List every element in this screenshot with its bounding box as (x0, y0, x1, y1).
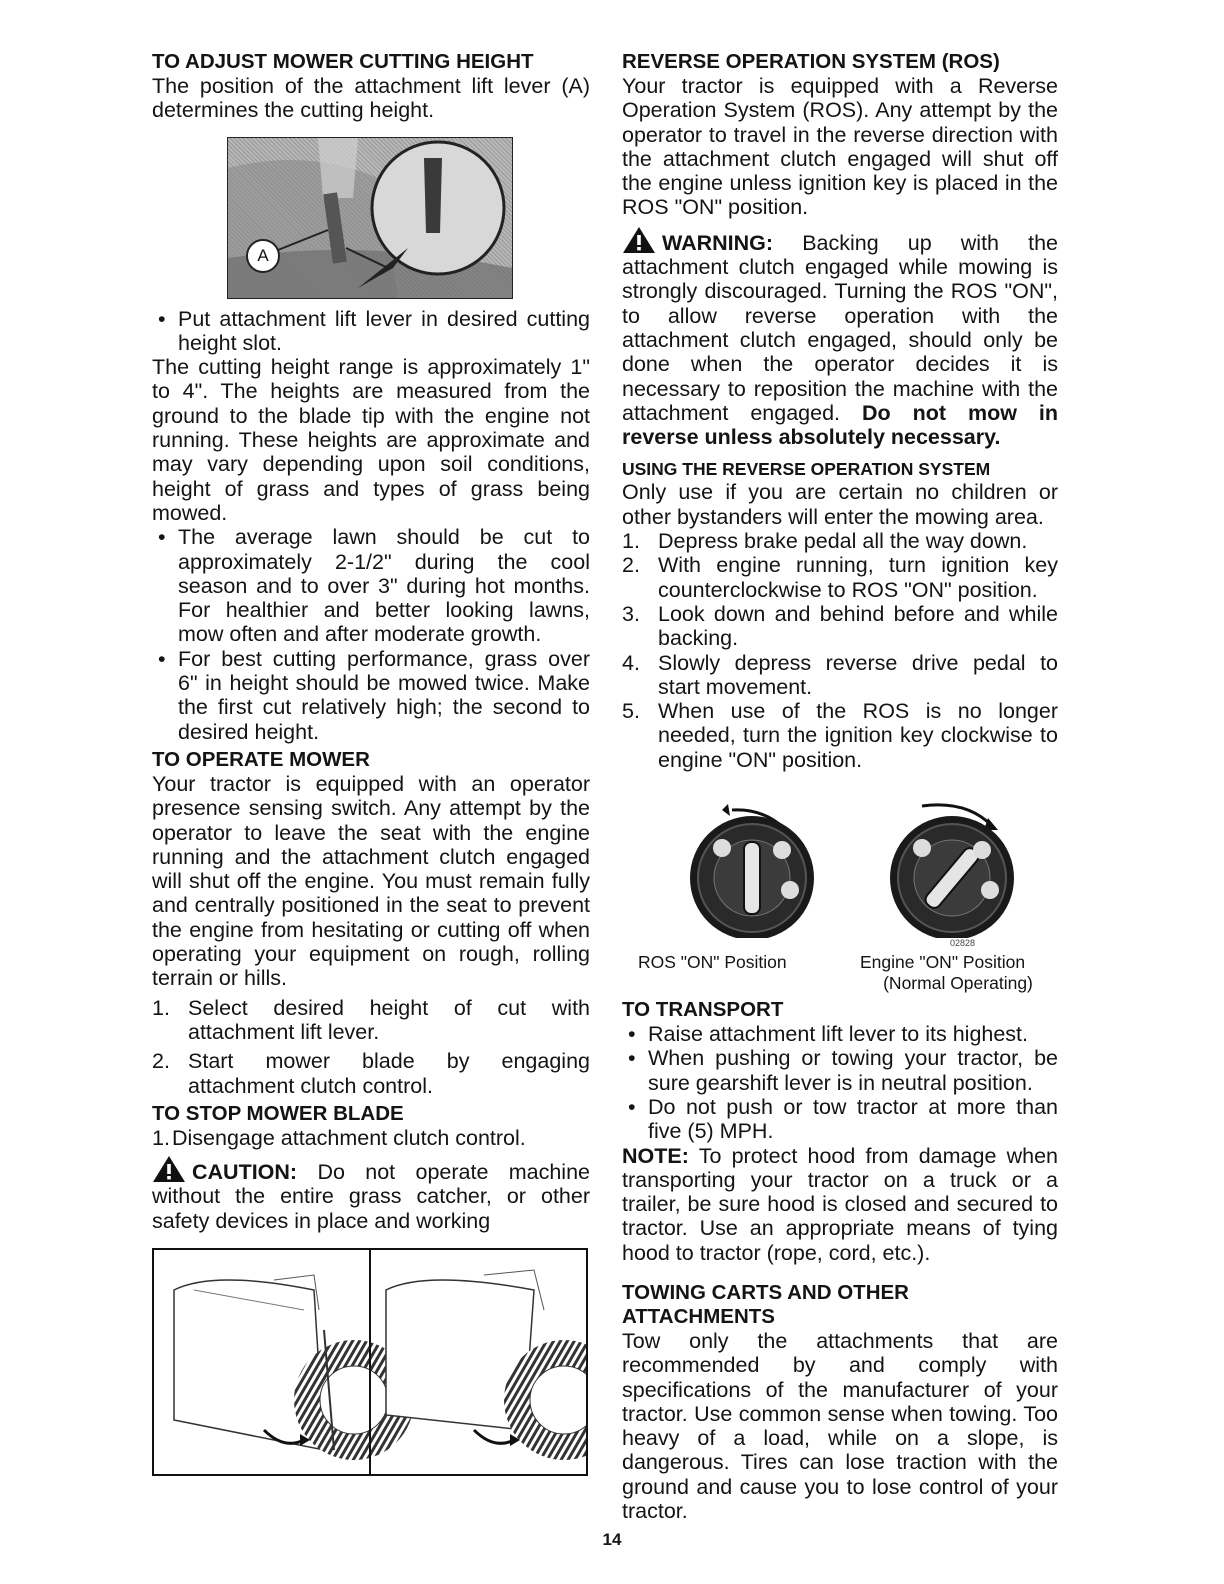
ignition-dials-illustration (622, 778, 1058, 938)
using-ros-step (622, 529, 1058, 553)
using-ros-step-number: 1. (622, 529, 640, 554)
caution-text: Do not operate machine without the entire grass catcher, or other safety devices in place and working (152, 1160, 590, 1233)
warning-bold-text: Do not mow in reverse unless absolutely necessary. (622, 400, 1058, 450)
engine-on-caption: Engine "ON" Position (860, 952, 1026, 973)
catcher-panel-right (386, 1270, 586, 1460)
towing-title: TOWING CARTS AND OTHER ATTACHMENTS (622, 1280, 909, 1328)
grass-catcher-illustration (154, 1250, 586, 1474)
warning-triangle-icon (622, 226, 656, 254)
engine-on-caption-sub: (Normal Operating) (883, 973, 1033, 994)
ros-on-caption: ROS "ON" Position (638, 952, 787, 973)
ignition-key-figures (622, 778, 1058, 994)
right-column (622, 50, 1058, 1523)
transport-note (622, 1144, 1058, 1265)
using-ros-step-text: When use of the ROS is no longer needed, turn the ignition key clockwise to engine "ON" position. (658, 699, 1058, 772)
adjust-height-title: TO ADJUST MOWER CUTTING HEIGHT (152, 50, 534, 73)
transport-bullet: • Do not push or tow tractor at more than five (5) MPH. (622, 1095, 1058, 1144)
using-ros-step-number: 4. (622, 650, 640, 675)
caution-notice (152, 1155, 590, 1233)
engine-on-dial (890, 805, 1014, 938)
using-ros-step-text: Depress brake pedal all the way down. (658, 529, 1028, 554)
lift-lever-photo (227, 137, 513, 299)
stop-step-text: Disengage attachment clutch control. (172, 1125, 526, 1150)
operate-step-text: Select desired height of cut with attachment lift lever. (188, 995, 590, 1044)
transport-bullet: • Raise attachment lift lever to its highest. (622, 1022, 1058, 1046)
page-number: 14 (602, 1530, 622, 1549)
using-ros-step-number: 3. (622, 601, 640, 626)
operate-step-number: 1. (152, 995, 170, 1020)
caution-triangle-icon (152, 1155, 186, 1183)
using-ros-step-number: 2. (622, 553, 640, 578)
warning-label: WARNING: (662, 230, 774, 255)
using-ros-title: USING THE REVERSE OPERATION SYSTEM (622, 459, 991, 480)
stop-step (152, 1126, 590, 1150)
adjust-bullet: • Put attachment lift lever in desired cutting height slot. (152, 307, 590, 356)
adjust-height-intro: The position of the attachment lift lever (A) determines the cutting height. (152, 74, 590, 123)
towing-paragraph: Tow only the attachments that are recommended by and comply with specifications of the manufacturer of your tractor. Use common sense when towing. Too heavy of a load, while on a slope, is dangerous. Tires can lose traction with the ground and cause you to lose control of your tractor. (622, 1328, 1058, 1524)
using-ros-steps (622, 529, 1058, 772)
operate-paragraph: Your tractor is equipped with an operator presence sensing switch. Any attempt by the operator to leave the seat with the engine running and the attachment clutch engaged will shut off the engine. You must remain fully and centrally positioned in the seat to prevent the engine from hesitating or cutting off when operating your equipment on rough, rolling terrain or hills. (152, 771, 590, 991)
using-ros-paragraph: Only use if you are certain no children or other bystanders will enter the mowing area. (622, 480, 1058, 529)
using-ros-step (622, 553, 1058, 602)
adjust-bullet-best: • For best cutting performance, grass over 6" in height should be mowed twice. Make the first cut relatively high; the second to desired height. (152, 647, 590, 744)
lift-lever-callout-a: A (257, 245, 269, 265)
catcher-panel-left (174, 1275, 414, 1460)
operate-step-number: 2. (152, 1049, 170, 1074)
grass-catcher-figures (152, 1248, 588, 1476)
ros-on-dial (690, 804, 814, 938)
left-column (152, 50, 590, 1476)
using-ros-step-number: 5. (622, 699, 640, 724)
using-ros-step-text: Slowly depress reverse drive pedal to start movement. (658, 650, 1058, 699)
ros-paragraph: Your tractor is equipped with a Reverse Operation System (ROS). Any attempt by the operator to travel in the reverse direction with the attachment clutch engaged will shut off the engine unless ignition key is placed in the ROS "ON" position. (622, 74, 1058, 220)
operate-mower-title: TO OPERATE MOWER (152, 747, 370, 771)
operate-step (152, 1049, 590, 1098)
using-ros-step (622, 602, 1058, 651)
using-ros-step-text: Look down and behind before and while backing. (658, 601, 1058, 651)
operate-step-text: Start mower blade by engaging attachment clutch control. (188, 1049, 590, 1098)
adjust-bullet-average: • The average lawn should be cut to approximately 2-1/2" during the cool season and to over 3" during hot months. For healthier and better looking lawns, mow often and after moderate growth. (152, 525, 590, 646)
using-ros-step (622, 699, 1058, 772)
note-label: NOTE: (622, 1143, 689, 1168)
lift-lever-illustration (228, 138, 512, 298)
warning-text: Backing up with the attachment clutch engaged while mowing is strongly discouraged. Turning the ROS "ON", to allow reverse operation with the attachment clutch engaged, should only be done when the operator decides it is necessary to reposition the machine with the attachment engaged. (622, 230, 1058, 425)
using-ros-step-text: With engine running, turn ignition key counterclockwise to ROS "ON" position. (658, 553, 1058, 602)
warning-notice (622, 226, 1058, 450)
transport-bullet: • When pushing or towing your tractor, be sure gearshift lever is in neutral position. (622, 1046, 1058, 1095)
transport-title: TO TRANSPORT (622, 998, 784, 1022)
stop-step-number: 1. (152, 1125, 170, 1150)
operate-step (152, 996, 590, 1045)
caution-label: CAUTION: (192, 1160, 298, 1185)
figure-code: 02828 (950, 938, 976, 949)
adjust-paragraph: The cutting height range is approximately 1" to 4". The heights are measured from the ground to the blade tip with the engine not running. These heights are approximate and may vary depending upon soil conditions, height of grass and types of grass being mowed. (152, 355, 590, 525)
ros-title: REVERSE OPERATION SYSTEM (ROS) (622, 50, 1000, 73)
using-ros-step (622, 651, 1058, 700)
note-text: To protect hood from damage when transporting your tractor on a truck or a trailer, be sure hood is closed and secured to tractor. Use an appropriate means of tying hood to tractor (rope, cord, etc.). (622, 1143, 1058, 1265)
stop-blade-title: TO STOP MOWER BLADE (152, 1101, 404, 1125)
